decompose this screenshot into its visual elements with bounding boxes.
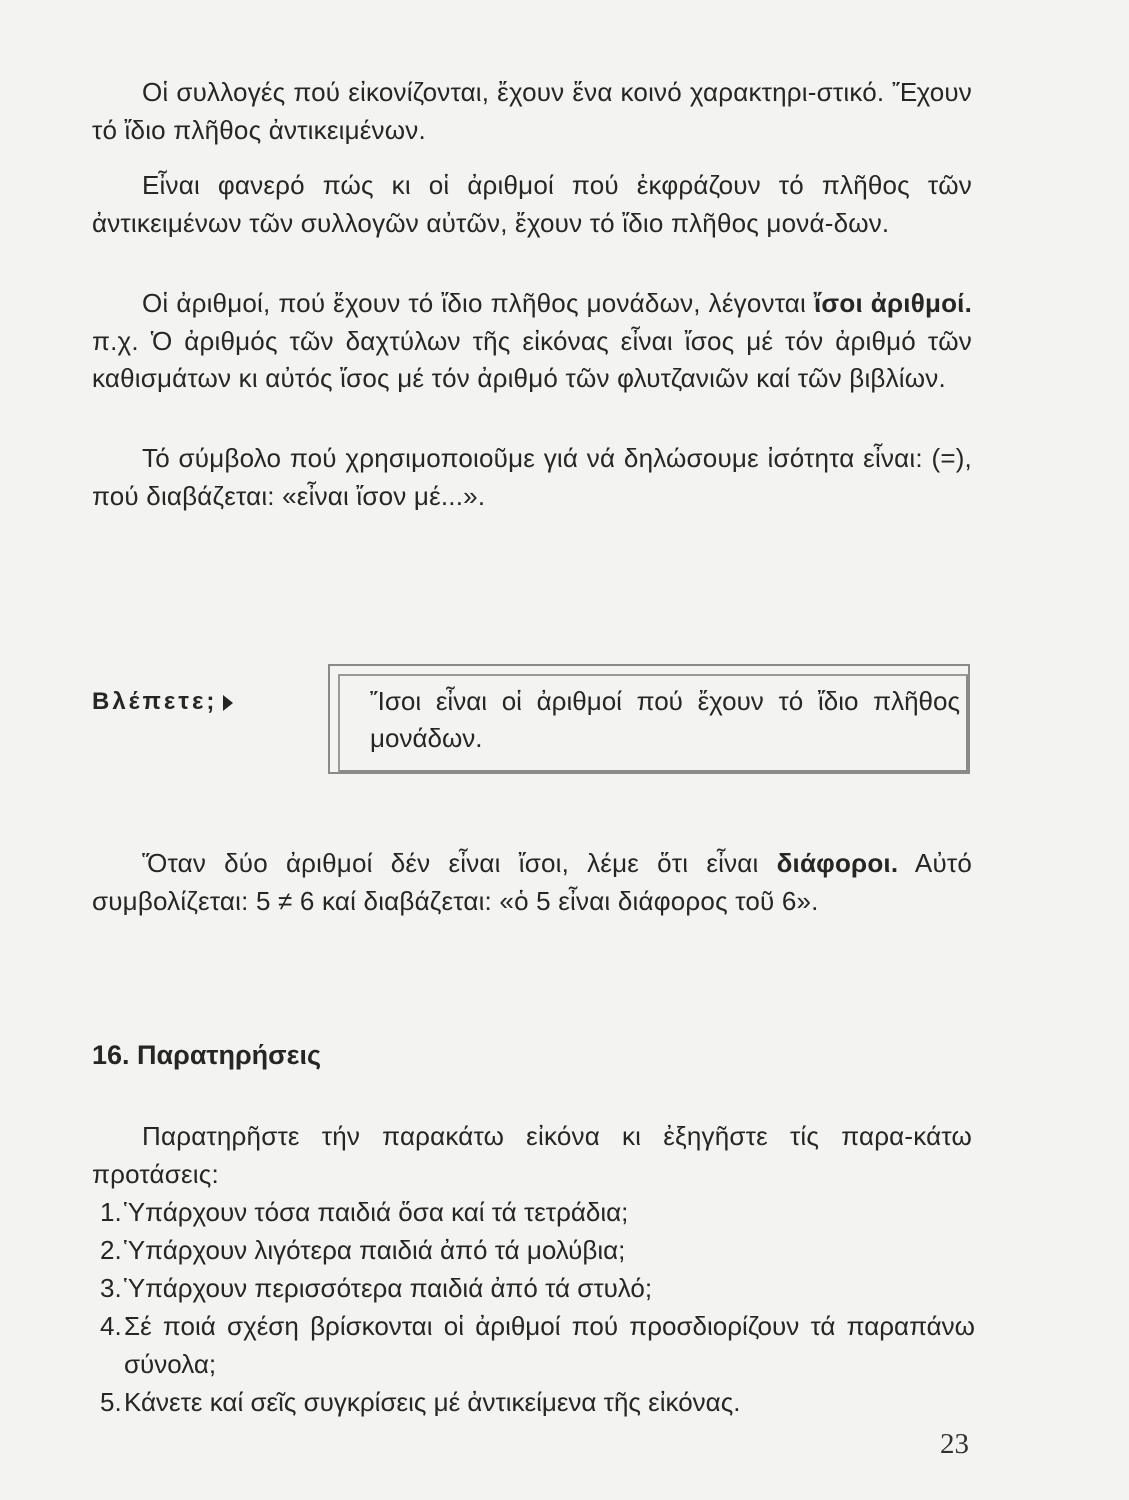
paragraph-equality-symbol: Τό σύμβολο πού χρησιμοποιοῦμε γιά νά δηλώσουμε ἰσότητα εἶναι: (=), πού διαβάζεται: «εἶναι ἴσον μέ...». bbox=[92, 443, 972, 511]
text-run: π.χ. Ὁ ἀριθμός τῶν δαχτύλων τῆς εἰκόνας εἶναι ἴσος μέ τόν ἀριθμό τῶν καθισμάτων κι αὐτός ἴσος μέ τόν ἀριθμό τῶν φλυτζανιῶν καί τῶν βιβλίων. bbox=[92, 325, 972, 393]
paragraph-equal-numbers bbox=[92, 285, 972, 398]
question-list bbox=[100, 1193, 975, 1421]
callout-label bbox=[92, 688, 233, 716]
list-item bbox=[100, 1231, 975, 1269]
text-run: Αὐτό συμβολίζεται: 5 ≠ 6 καί διαβάζεται: «ὁ 5 εἶναι διάφορος τοῦ 6». bbox=[92, 848, 972, 916]
paragraph-collections: Οἱ συλλογές πού εἰκονίζονται, ἔχουν ἕνα κοινό χαρακτηρι-στικό. Ἔχουν τό ἴδιο πλῆθος ἀντικειμένων. bbox=[92, 77, 972, 145]
pointer-arrow-icon bbox=[223, 695, 233, 711]
text-run: Οἱ ἀριθμοί, πού ἔχουν τό ἴδιο πλῆθος μονάδων, λέγονται bbox=[142, 288, 814, 318]
list-item bbox=[100, 1307, 975, 1383]
section-heading: 16. Παρατηρήσεις bbox=[92, 1040, 321, 1070]
paragraph-different-numbers bbox=[92, 845, 972, 920]
term-equal-numbers: ἴσοι ἀριθμοί. bbox=[813, 288, 972, 318]
callout-text: Ἴσοι εἶναι οἱ ἀριθμοί πού ἔχουν τό ἴδιο πλῆθος μονάδων. bbox=[370, 686, 960, 753]
paragraph-numbers-same: Εἶναι φανερό πώς κι οἱ ἀριθμοί πού ἐκφράζουν τό πλῆθος τῶν ἀντικειμένων τῶν συλλογῶν αὐτῶν, ἔχουν τό ἴδιο πλῆθος μονά-δων. bbox=[92, 170, 972, 238]
question-number: 5. bbox=[100, 1387, 122, 1417]
page-number: 23 bbox=[940, 1428, 969, 1460]
question-text: Ὑπάρχουν λιγότερα παιδιά ἀπό τά μολύβια; bbox=[124, 1235, 626, 1265]
question-text: Ὑπάρχουν τόσα παιδιά ὅσα καί τά τετράδια; bbox=[124, 1197, 629, 1227]
term-different: διάφοροι. bbox=[776, 848, 899, 878]
list-item bbox=[100, 1269, 975, 1307]
question-text: Ὑπάρχουν περισσότερα παιδιά ἀπό τά στυλό; bbox=[124, 1273, 653, 1303]
paragraph-observe-instructions: Παρατηρῆστε τήν παρακάτω εἰκόνα κι ἐξηγῆστε τίς παρα-κάτω προτάσεις: bbox=[92, 1121, 972, 1189]
question-text: Σέ ποιά σχέση βρίσκονται οἱ ἀριθμοί πού προσδιορίζουν τά παραπάνω σύνολα; bbox=[124, 1311, 975, 1379]
question-number: 1. bbox=[100, 1197, 122, 1227]
question-number: 2. bbox=[100, 1235, 122, 1265]
callout-label-text: Βλέπετε; bbox=[92, 688, 218, 715]
question-number: 4. bbox=[100, 1311, 122, 1341]
list-item bbox=[100, 1193, 975, 1231]
question-text: Κάνετε καί σεῖς συγκρίσεις μέ ἀντικείμενα τῆς εἰκόνας. bbox=[124, 1387, 741, 1417]
list-item bbox=[100, 1383, 975, 1421]
text-run: Ὅταν δύο ἀριθμοί δέν εἶναι ἴσοι, λέμε ὅτι εἶναι bbox=[142, 848, 777, 878]
question-number: 3. bbox=[100, 1273, 122, 1303]
